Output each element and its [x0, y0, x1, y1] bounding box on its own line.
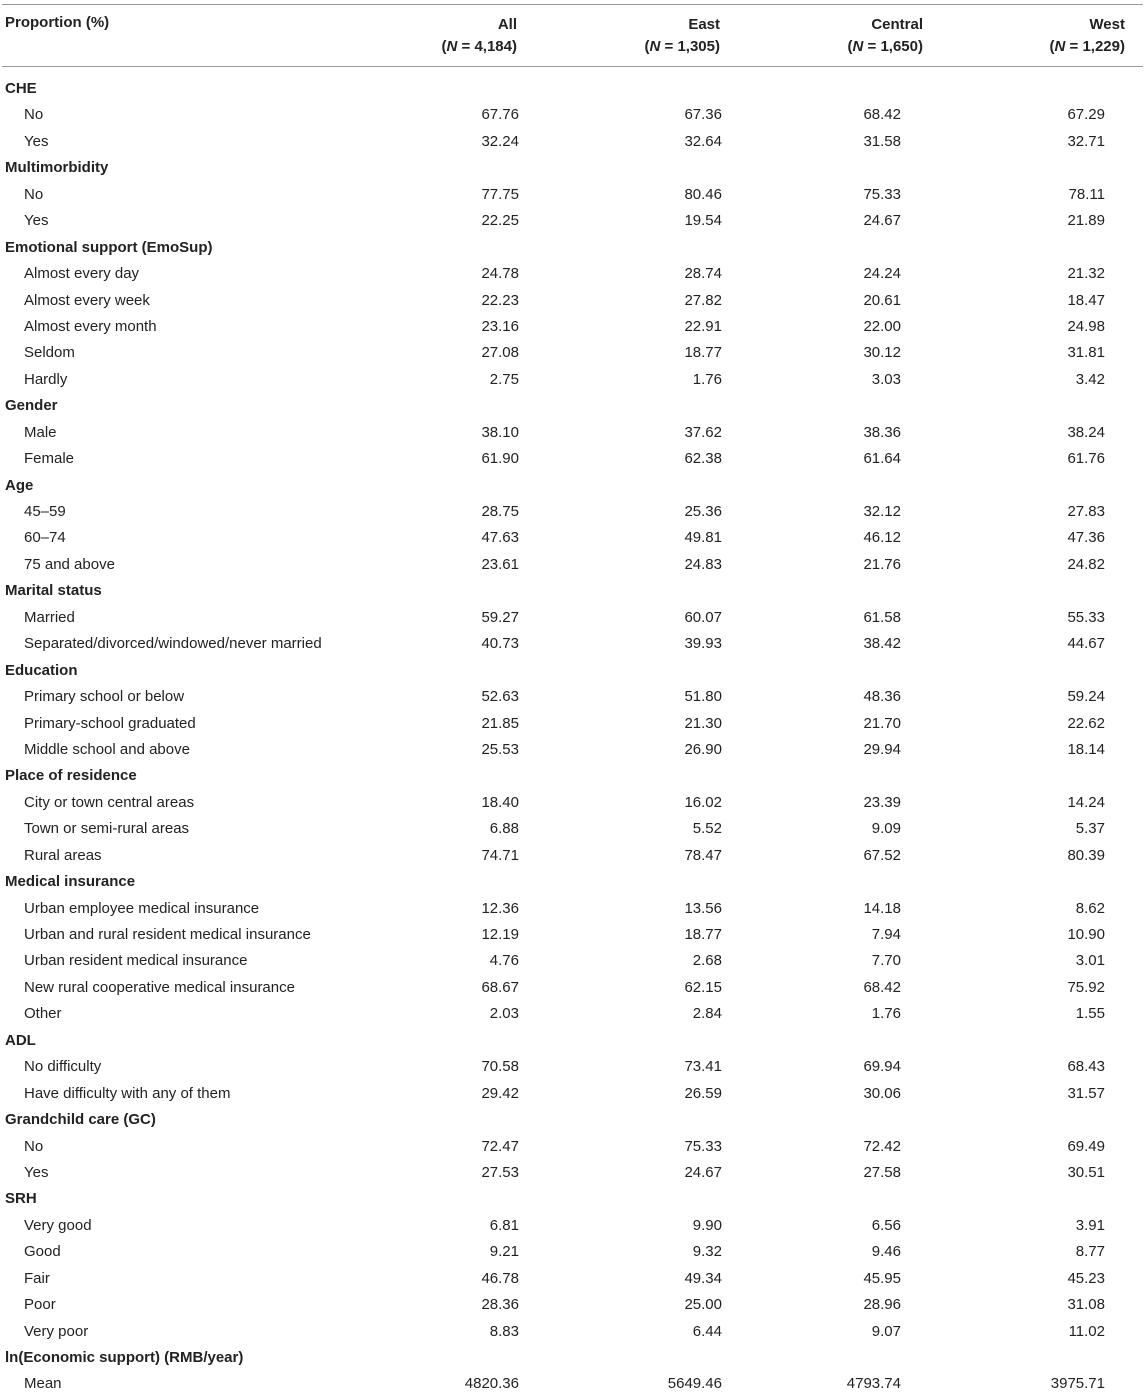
cell-value: 13.56 [684, 899, 722, 917]
cell-value: 32.24 [481, 132, 519, 150]
cell-value: 74.71 [481, 846, 519, 864]
cell-value: 6.81 [489, 1216, 519, 1234]
row-label: City or town central areas [24, 793, 195, 811]
table-row [2, 948, 1143, 974]
column-name: West [1089, 16, 1125, 33]
cell-value: 51.80 [684, 688, 722, 706]
cell-value: 22.62 [1067, 714, 1105, 732]
row-label: Very poor [24, 1322, 89, 1340]
row-label: Almost every day [24, 265, 140, 283]
column-name: Central [871, 16, 923, 33]
cell-value: 30.51 [1067, 1163, 1105, 1181]
row-label: Fair [24, 1269, 50, 1287]
cell-value: 80.46 [684, 185, 722, 203]
cell-value: 67.52 [863, 846, 901, 864]
cell-value: 55.33 [1067, 608, 1105, 626]
cell-value: 47.63 [481, 529, 519, 547]
column-header-central [848, 14, 923, 58]
cell-value: 24.82 [1067, 555, 1105, 573]
row-label: Very good [24, 1216, 92, 1234]
cell-value: 75.33 [684, 1137, 722, 1155]
cell-value: 21.70 [863, 714, 901, 732]
cell-value: 26.59 [684, 1084, 722, 1102]
cell-value: 61.90 [481, 450, 519, 468]
cell-value: 46.12 [863, 529, 901, 547]
row-label: Yes [24, 132, 49, 150]
cell-value: 68.43 [1067, 1058, 1105, 1076]
column-header-east [645, 14, 720, 58]
cell-value: 14.18 [863, 899, 901, 917]
cell-value: 28.74 [684, 265, 722, 283]
cell-value: 80.39 [1067, 846, 1105, 864]
cell-value: 9.46 [871, 1243, 901, 1261]
cell-value: 18.77 [684, 926, 722, 943]
table-row [2, 208, 1143, 234]
cell-value: 47.36 [1067, 529, 1105, 547]
cell-value: 69.94 [863, 1058, 901, 1076]
cell-value: 31.81 [1067, 344, 1105, 362]
table-group-row [2, 578, 1143, 604]
cell-value: 9.32 [692, 1243, 722, 1261]
cell-value: 75.33 [863, 185, 901, 203]
table-row [2, 790, 1143, 816]
table-row [2, 1239, 1143, 1265]
cell-value: 78.11 [1068, 185, 1105, 203]
table-row [2, 896, 1143, 922]
cell-value: 70.58 [481, 1058, 519, 1076]
cell-value: 73.41 [684, 1058, 722, 1076]
row-label: Hardly [24, 370, 68, 388]
cell-value: 24.67 [863, 212, 901, 230]
cell-value: 8.62 [1075, 899, 1105, 917]
table-row [2, 1371, 1143, 1397]
cell-value: 27.83 [1067, 503, 1105, 520]
cell-value: 24.67 [684, 1163, 722, 1181]
cell-value: 6.44 [692, 1322, 722, 1340]
cell-value: 26.90 [684, 740, 722, 758]
cell-value: 59.27 [481, 608, 519, 626]
column-header-all [442, 14, 517, 58]
cell-value: 18.77 [684, 344, 722, 362]
table-row [2, 843, 1143, 869]
group-label: ADL [5, 1031, 36, 1049]
cell-value: 49.34 [684, 1269, 722, 1287]
table-row [2, 340, 1143, 366]
table-row [2, 1081, 1143, 1107]
row-label: Yes [24, 212, 49, 230]
row-label: Good [24, 1243, 61, 1261]
table-group-row [2, 763, 1143, 789]
cell-value: 22.25 [481, 212, 519, 230]
table-row [2, 102, 1143, 128]
row-label: 60–74 [24, 529, 66, 547]
table-row [2, 446, 1143, 472]
table-group-row [2, 76, 1143, 102]
cell-value: 75.92 [1067, 978, 1105, 996]
table-group-row [2, 869, 1143, 895]
row-label: Yes [24, 1163, 49, 1181]
row-label: Primary-school graduated [24, 714, 196, 732]
top-rule [2, 4, 1143, 5]
group-label: Age [5, 476, 34, 494]
cell-value: 30.06 [863, 1084, 901, 1102]
row-label: Other [24, 1005, 62, 1023]
cell-value: 77.75 [481, 185, 519, 203]
cell-value: 39.93 [684, 635, 722, 653]
table-row [2, 816, 1143, 842]
cell-value: 14.24 [1067, 793, 1105, 811]
cell-value: 59.24 [1067, 688, 1105, 706]
cell-value: 23.39 [863, 793, 901, 811]
table-row [2, 1319, 1143, 1345]
table-row [2, 182, 1143, 208]
table-group-row [2, 393, 1143, 419]
table-body [2, 76, 1143, 1398]
cell-value: 38.36 [863, 423, 901, 441]
cell-value: 16.02 [684, 793, 722, 811]
cell-value: 27.58 [863, 1163, 901, 1181]
cell-value: 1.55 [1075, 1005, 1105, 1023]
column-name: All [497, 16, 517, 33]
cell-value: 4.76 [489, 952, 519, 970]
cell-value: 40.73 [481, 635, 519, 653]
row-label: Town or semi-rural areas [24, 820, 190, 838]
cell-value: 10.90 [1067, 926, 1105, 943]
cell-value: 38.42 [863, 635, 901, 653]
row-label: Primary school or below [24, 688, 185, 706]
table-row [2, 288, 1143, 314]
cell-value: 24.24 [863, 265, 901, 283]
table-group-row [2, 1345, 1143, 1371]
cell-value: 24.98 [1067, 317, 1105, 335]
table-row [2, 1134, 1143, 1160]
cell-value: 5.37 [1075, 820, 1105, 838]
cell-value: 9.07 [871, 1322, 901, 1340]
cell-value: 5649.46 [667, 1375, 722, 1393]
cell-value: 68.67 [481, 978, 519, 996]
group-label: Gender [5, 397, 58, 415]
cell-value: 62.38 [684, 450, 722, 468]
cell-value: 72.47 [481, 1137, 519, 1155]
cell-value: 7.94 [871, 926, 901, 943]
row-label: Almost every week [24, 291, 150, 309]
cell-value: 22.23 [481, 291, 519, 309]
cell-value: 18.14 [1067, 740, 1105, 758]
cell-value: 5.52 [692, 820, 722, 838]
cell-value: 61.64 [863, 450, 901, 468]
cell-value: 67.29 [1067, 106, 1105, 124]
cell-value: 6.88 [489, 820, 519, 838]
row-label: Middle school and above [24, 740, 190, 758]
cell-value: 62.15 [684, 978, 722, 996]
row-label: Male [24, 423, 57, 441]
cell-value: 24.78 [481, 265, 519, 283]
cell-value: 25.00 [684, 1296, 722, 1314]
row-label: Rural areas [24, 846, 102, 864]
cell-value: 72.42 [863, 1137, 901, 1155]
column-n: (N = 4,184) [441, 38, 517, 55]
group-label: Medical insurance [5, 873, 136, 891]
group-label: Grandchild care (GC) [5, 1111, 156, 1129]
table-header [2, 14, 1143, 60]
column-n: (N = 1,650) [847, 38, 923, 55]
group-label: ln(Economic support) (RMB/year) [5, 1349, 244, 1366]
table-row [2, 711, 1143, 737]
cell-value: 69.49 [1067, 1137, 1105, 1155]
cell-value: 68.42 [863, 106, 901, 124]
cell-value: 48.36 [863, 688, 901, 706]
cell-value: 38.24 [1067, 423, 1105, 441]
table-row [2, 1213, 1143, 1239]
cell-value: 60.07 [684, 608, 722, 626]
table-group-row [2, 1107, 1143, 1133]
row-label: Almost every month [24, 317, 157, 335]
column-header-west [1050, 14, 1125, 58]
table-row [2, 367, 1143, 393]
row-label: 75 and above [24, 555, 115, 573]
cell-value: 45.23 [1067, 1269, 1105, 1287]
cell-value: 29.94 [863, 740, 901, 758]
cell-value: 21.89 [1067, 212, 1105, 230]
table-row [2, 261, 1143, 287]
cell-value: 78.47 [684, 846, 722, 864]
table-group-row [2, 473, 1143, 499]
cell-value: 25.36 [684, 503, 722, 520]
cell-value: 32.12 [863, 503, 901, 520]
cell-value: 18.47 [1067, 291, 1105, 309]
cell-value: 7.70 [871, 952, 901, 970]
stub-header: Proportion (%) [5, 14, 110, 31]
cell-value: 2.84 [692, 1005, 722, 1023]
cell-value: 37.62 [684, 423, 722, 441]
table-group-row [2, 1028, 1143, 1054]
cell-value: 67.76 [481, 106, 519, 124]
cell-value: 21.32 [1067, 265, 1105, 283]
column-n: (N = 1,305) [644, 38, 720, 55]
cell-value: 44.67 [1067, 635, 1105, 653]
table-row [2, 525, 1143, 551]
row-label: Female [24, 450, 75, 468]
cell-value: 3.03 [871, 370, 901, 388]
header-rule [2, 66, 1143, 67]
cell-value: 32.64 [684, 132, 722, 150]
row-label: No difficulty [24, 1058, 102, 1076]
group-label: Marital status [5, 582, 102, 600]
cell-value: 3.42 [1075, 370, 1105, 388]
row-label: Urban resident medical insurance [24, 952, 248, 970]
cell-value: 45.95 [863, 1269, 901, 1287]
cell-value: 61.58 [863, 608, 901, 626]
row-label: Urban and rural resident medical insurance [24, 926, 311, 943]
table-group-row [2, 155, 1143, 181]
cell-value: 31.58 [863, 132, 901, 150]
table-row [2, 975, 1143, 1001]
group-label: SRH [5, 1190, 37, 1208]
cell-value: 20.61 [863, 291, 901, 309]
cell-value: 29.42 [481, 1084, 519, 1102]
row-label: Have difficulty with any of them [24, 1084, 231, 1102]
cell-value: 8.83 [489, 1322, 519, 1340]
cell-value: 22.00 [863, 317, 901, 335]
cell-value: 18.40 [481, 793, 519, 811]
cell-value: 9.90 [692, 1216, 722, 1234]
cell-value: 28.75 [481, 503, 519, 520]
row-label: No [24, 185, 44, 203]
cell-value: 25.53 [481, 740, 519, 758]
column-name: East [688, 16, 720, 33]
table-row [2, 1054, 1143, 1080]
cell-value: 31.08 [1067, 1296, 1105, 1314]
table-row [2, 1160, 1143, 1186]
row-label: Seldom [24, 344, 75, 362]
cell-value: 31.57 [1067, 1084, 1105, 1102]
table-row [2, 420, 1143, 446]
group-label: Education [5, 661, 78, 679]
cell-value: 3975.71 [1050, 1375, 1105, 1393]
group-label: Multimorbidity [5, 159, 109, 177]
table-row [2, 314, 1143, 340]
cell-value: 11.02 [1068, 1322, 1105, 1340]
group-label: Place of residence [5, 767, 137, 785]
row-label: No [24, 106, 44, 124]
cell-value: 22.91 [684, 317, 722, 335]
cell-value: 3.91 [1075, 1216, 1105, 1234]
cell-value: 23.61 [481, 555, 519, 573]
cell-value: 28.96 [863, 1296, 901, 1314]
cell-value: 24.83 [684, 555, 722, 573]
row-label: Mean [24, 1375, 62, 1393]
cell-value: 67.36 [684, 106, 722, 124]
cell-value: 46.78 [481, 1269, 519, 1287]
column-n: (N = 1,229) [1049, 38, 1125, 55]
table-row [2, 737, 1143, 763]
row-label: 45–59 [24, 503, 66, 520]
cell-value: 49.81 [684, 529, 722, 547]
row-label: Poor [24, 1296, 56, 1314]
cell-value: 4820.36 [464, 1375, 519, 1393]
cell-value: 1.76 [692, 370, 722, 388]
cell-value: 2.68 [692, 952, 722, 970]
table-row [2, 1292, 1143, 1318]
cell-value: 1.76 [871, 1005, 901, 1023]
cell-value: 9.09 [871, 820, 901, 838]
table-row [2, 1001, 1143, 1027]
cell-value: 21.85 [481, 714, 519, 732]
cell-value: 30.12 [863, 344, 901, 362]
table-row [2, 631, 1143, 657]
cell-value: 12.36 [481, 899, 519, 917]
cell-value: 19.54 [684, 212, 722, 230]
table-row [2, 129, 1143, 155]
row-label: Married [24, 608, 75, 626]
cell-value: 4793.74 [846, 1375, 901, 1393]
cell-value: 23.16 [481, 317, 519, 335]
cell-value: 27.08 [481, 344, 519, 362]
cell-value: 28.36 [481, 1296, 519, 1314]
table-row [2, 684, 1143, 710]
table-row [2, 605, 1143, 631]
table-row [2, 552, 1143, 578]
cell-value: 3.01 [1075, 952, 1105, 970]
cell-value: 12.19 [481, 926, 519, 943]
cell-value: 2.75 [489, 370, 519, 388]
table-group-row [2, 1186, 1143, 1212]
table-row [2, 922, 1143, 948]
row-label: New rural cooperative medical insurance [24, 978, 295, 996]
cell-value: 9.21 [489, 1243, 519, 1261]
table-row [2, 1266, 1143, 1292]
cell-value: 6.56 [871, 1216, 901, 1234]
cell-value: 52.63 [481, 688, 519, 706]
cell-value: 27.82 [684, 291, 722, 309]
cell-value: 2.03 [489, 1005, 519, 1023]
cell-value: 21.76 [863, 555, 901, 573]
table-row [2, 499, 1143, 525]
row-label: No [24, 1137, 44, 1155]
cell-value: 38.10 [481, 423, 519, 441]
table-group-row [2, 235, 1143, 261]
group-label: Emotional support (EmoSup) [5, 238, 213, 256]
group-label: CHE [5, 80, 37, 97]
row-label: Separated/divorced/windowed/never married [24, 635, 322, 653]
row-label: Urban employee medical insurance [24, 899, 260, 917]
cell-value: 21.30 [684, 714, 722, 732]
cell-value: 68.42 [863, 978, 901, 996]
cell-value: 27.53 [481, 1163, 519, 1181]
table-group-row [2, 658, 1143, 684]
cell-value: 32.71 [1067, 132, 1105, 150]
cell-value: 8.77 [1075, 1243, 1105, 1261]
cell-value: 61.76 [1067, 450, 1105, 468]
